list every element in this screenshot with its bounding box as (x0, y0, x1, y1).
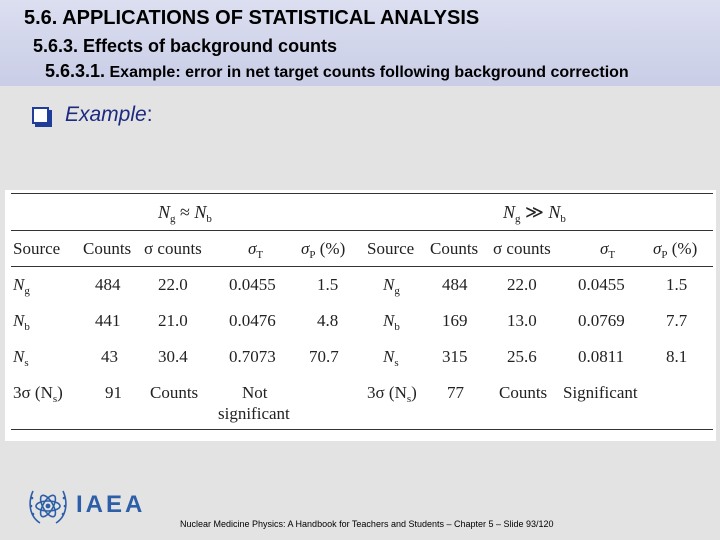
cell-counts-right: 315 (442, 347, 468, 366)
group-header-left (158, 202, 212, 225)
iaea-logo (26, 482, 145, 528)
col-header-sigma-p-left (301, 239, 345, 261)
source-symbol: N (13, 311, 25, 330)
logo-text: IAEA (76, 491, 146, 518)
cell-sigma-p-left: 1.5 (317, 275, 339, 294)
group-right-symbol: N (503, 202, 516, 222)
sigma-p-unit: (%) (667, 239, 698, 258)
cell-sigma-t-left: 0.0455 (229, 275, 276, 294)
col-header-source-left: Source (13, 239, 61, 258)
group-left-symbol2: N (194, 202, 207, 222)
cell-counts-left: 484 (95, 275, 121, 294)
col-header-sigma-t-left (248, 239, 263, 261)
three-sigma-pre: 3σ (N (13, 383, 53, 402)
col-header-counts-right: Counts (430, 239, 479, 258)
cell-sigma-t-left: 0.7073 (229, 347, 276, 366)
source-symbol: N (13, 347, 25, 366)
three-sigma-verdict-left-1: Not (242, 383, 268, 402)
group-header-right (503, 202, 566, 225)
col-header-source-right: Source (367, 239, 415, 258)
col-header-sigma-t-right (600, 239, 615, 261)
source-sub: b (394, 321, 400, 333)
sigma-p-sub: P (661, 249, 668, 261)
cell-sigma-t-right: 0.0811 (578, 347, 625, 366)
three-sigma-post: ) (411, 383, 417, 402)
cell-sigma-counts-left: 22.0 (158, 275, 188, 294)
three-sigma-verdict-right: Significant (563, 383, 638, 402)
cell-sigma-counts-left: 30.4 (158, 347, 188, 366)
row-source-left (13, 275, 30, 297)
source-sub: s (24, 357, 29, 369)
col-header-sigma-counts-right: σ counts (493, 239, 551, 258)
cell-sigma-counts-right: 22.0 (507, 275, 537, 294)
table-bottom-rule (11, 429, 713, 430)
row-source-left (13, 311, 30, 333)
cell-sigma-t-right: 0.0455 (578, 275, 625, 294)
source-symbol: N (383, 347, 395, 366)
un-emblem-icon (26, 482, 70, 528)
source-sub: g (394, 285, 400, 297)
col-header-counts-left: Counts (83, 239, 132, 258)
cell-sigma-counts-right: 25.6 (507, 347, 537, 366)
source-sub: g (24, 285, 30, 297)
sigma-p-symbol: σ (301, 239, 310, 258)
three-sigma-label-right (367, 383, 417, 405)
col-header-sigma-p-right (653, 239, 697, 261)
table-top-rule (11, 193, 713, 194)
source-symbol: N (13, 275, 25, 294)
cell-counts-left: 43 (101, 347, 118, 366)
footer-caption: Nuclear Medicine Physics: A Handbook for Teachers and Students – Chapter 5 – Slide 93/120 (180, 519, 554, 529)
cell-counts-right: 484 (442, 275, 468, 294)
cell-sigma-t-right: 0.0769 (578, 311, 625, 330)
cell-counts-left: 441 (95, 311, 121, 330)
subsection-heading (45, 61, 629, 82)
row-source-right (383, 275, 400, 297)
column-header-rule (11, 266, 713, 267)
cell-sigma-p-right: 7.7 (666, 311, 688, 330)
sigma-t-symbol: σ (248, 239, 257, 258)
cell-counts-right: 169 (442, 311, 468, 330)
subsection-number: 5.6.3.1. (45, 61, 106, 81)
three-sigma-unit-right: Counts (499, 383, 548, 402)
group-right-relation: ≫ (520, 202, 549, 222)
example-bullet (32, 103, 153, 127)
row-source-right (383, 311, 400, 333)
cell-sigma-counts-right: 13.0 (507, 311, 537, 330)
cell-sigma-t-left: 0.0476 (229, 311, 276, 330)
source-sub: s (394, 357, 399, 369)
cell-sigma-p-right: 8.1 (666, 347, 688, 366)
sigma-t-symbol: σ (600, 239, 609, 258)
group-right-sub2: b (560, 213, 566, 225)
sigma-p-unit: (%) (315, 239, 346, 258)
results-table (5, 190, 716, 441)
group-left-sub1: g (170, 213, 176, 225)
cell-sigma-p-left: 4.8 (317, 311, 339, 330)
group-left-sub2: b (206, 213, 212, 225)
group-right-sub1: g (515, 213, 521, 225)
group-right-symbol2: N (548, 202, 561, 222)
three-sigma-unit-left: Counts (150, 383, 199, 402)
three-sigma-sub: s (52, 393, 58, 405)
bullet-colon: : (146, 103, 153, 126)
cell-sigma-counts-left: 21.0 (158, 311, 188, 330)
three-sigma-counts-left: 91 (105, 383, 122, 402)
sigma-t-sub: T (256, 249, 264, 261)
sigma-p-sub: P (309, 249, 316, 261)
col-header-sigma-counts-left: σ counts (144, 239, 202, 258)
source-symbol: N (383, 311, 395, 330)
bullet-label: Example (65, 103, 147, 126)
subsection-text: Example: error in net target counts following background correction (109, 64, 629, 81)
group-header-rule (11, 230, 713, 231)
sigma-t-sub: T (608, 249, 616, 261)
group-left-symbol: N (158, 202, 171, 222)
row-source-left (13, 347, 29, 369)
three-sigma-sub: s (406, 393, 412, 405)
three-sigma-pre: 3σ (N (367, 383, 407, 402)
title-band (0, 0, 720, 86)
three-sigma-label-left (13, 383, 63, 405)
section-heading: 5.6.3. Effects of background counts (33, 36, 338, 56)
square-bullet-icon (32, 107, 49, 124)
three-sigma-post: ) (57, 383, 63, 402)
three-sigma-counts-right: 77 (447, 383, 464, 402)
source-symbol: N (383, 275, 395, 294)
slide-title: 5.6. APPLICATIONS OF STATISTICAL ANALYSIS (24, 7, 480, 29)
group-left-relation: ≈ (175, 202, 195, 222)
three-sigma-verdict-left-2: significant (218, 404, 290, 423)
row-source-right (383, 347, 399, 369)
cell-sigma-p-left: 70.7 (309, 347, 339, 366)
cell-sigma-p-right: 1.5 (666, 275, 688, 294)
sigma-p-symbol: σ (653, 239, 662, 258)
source-sub: b (24, 321, 30, 333)
